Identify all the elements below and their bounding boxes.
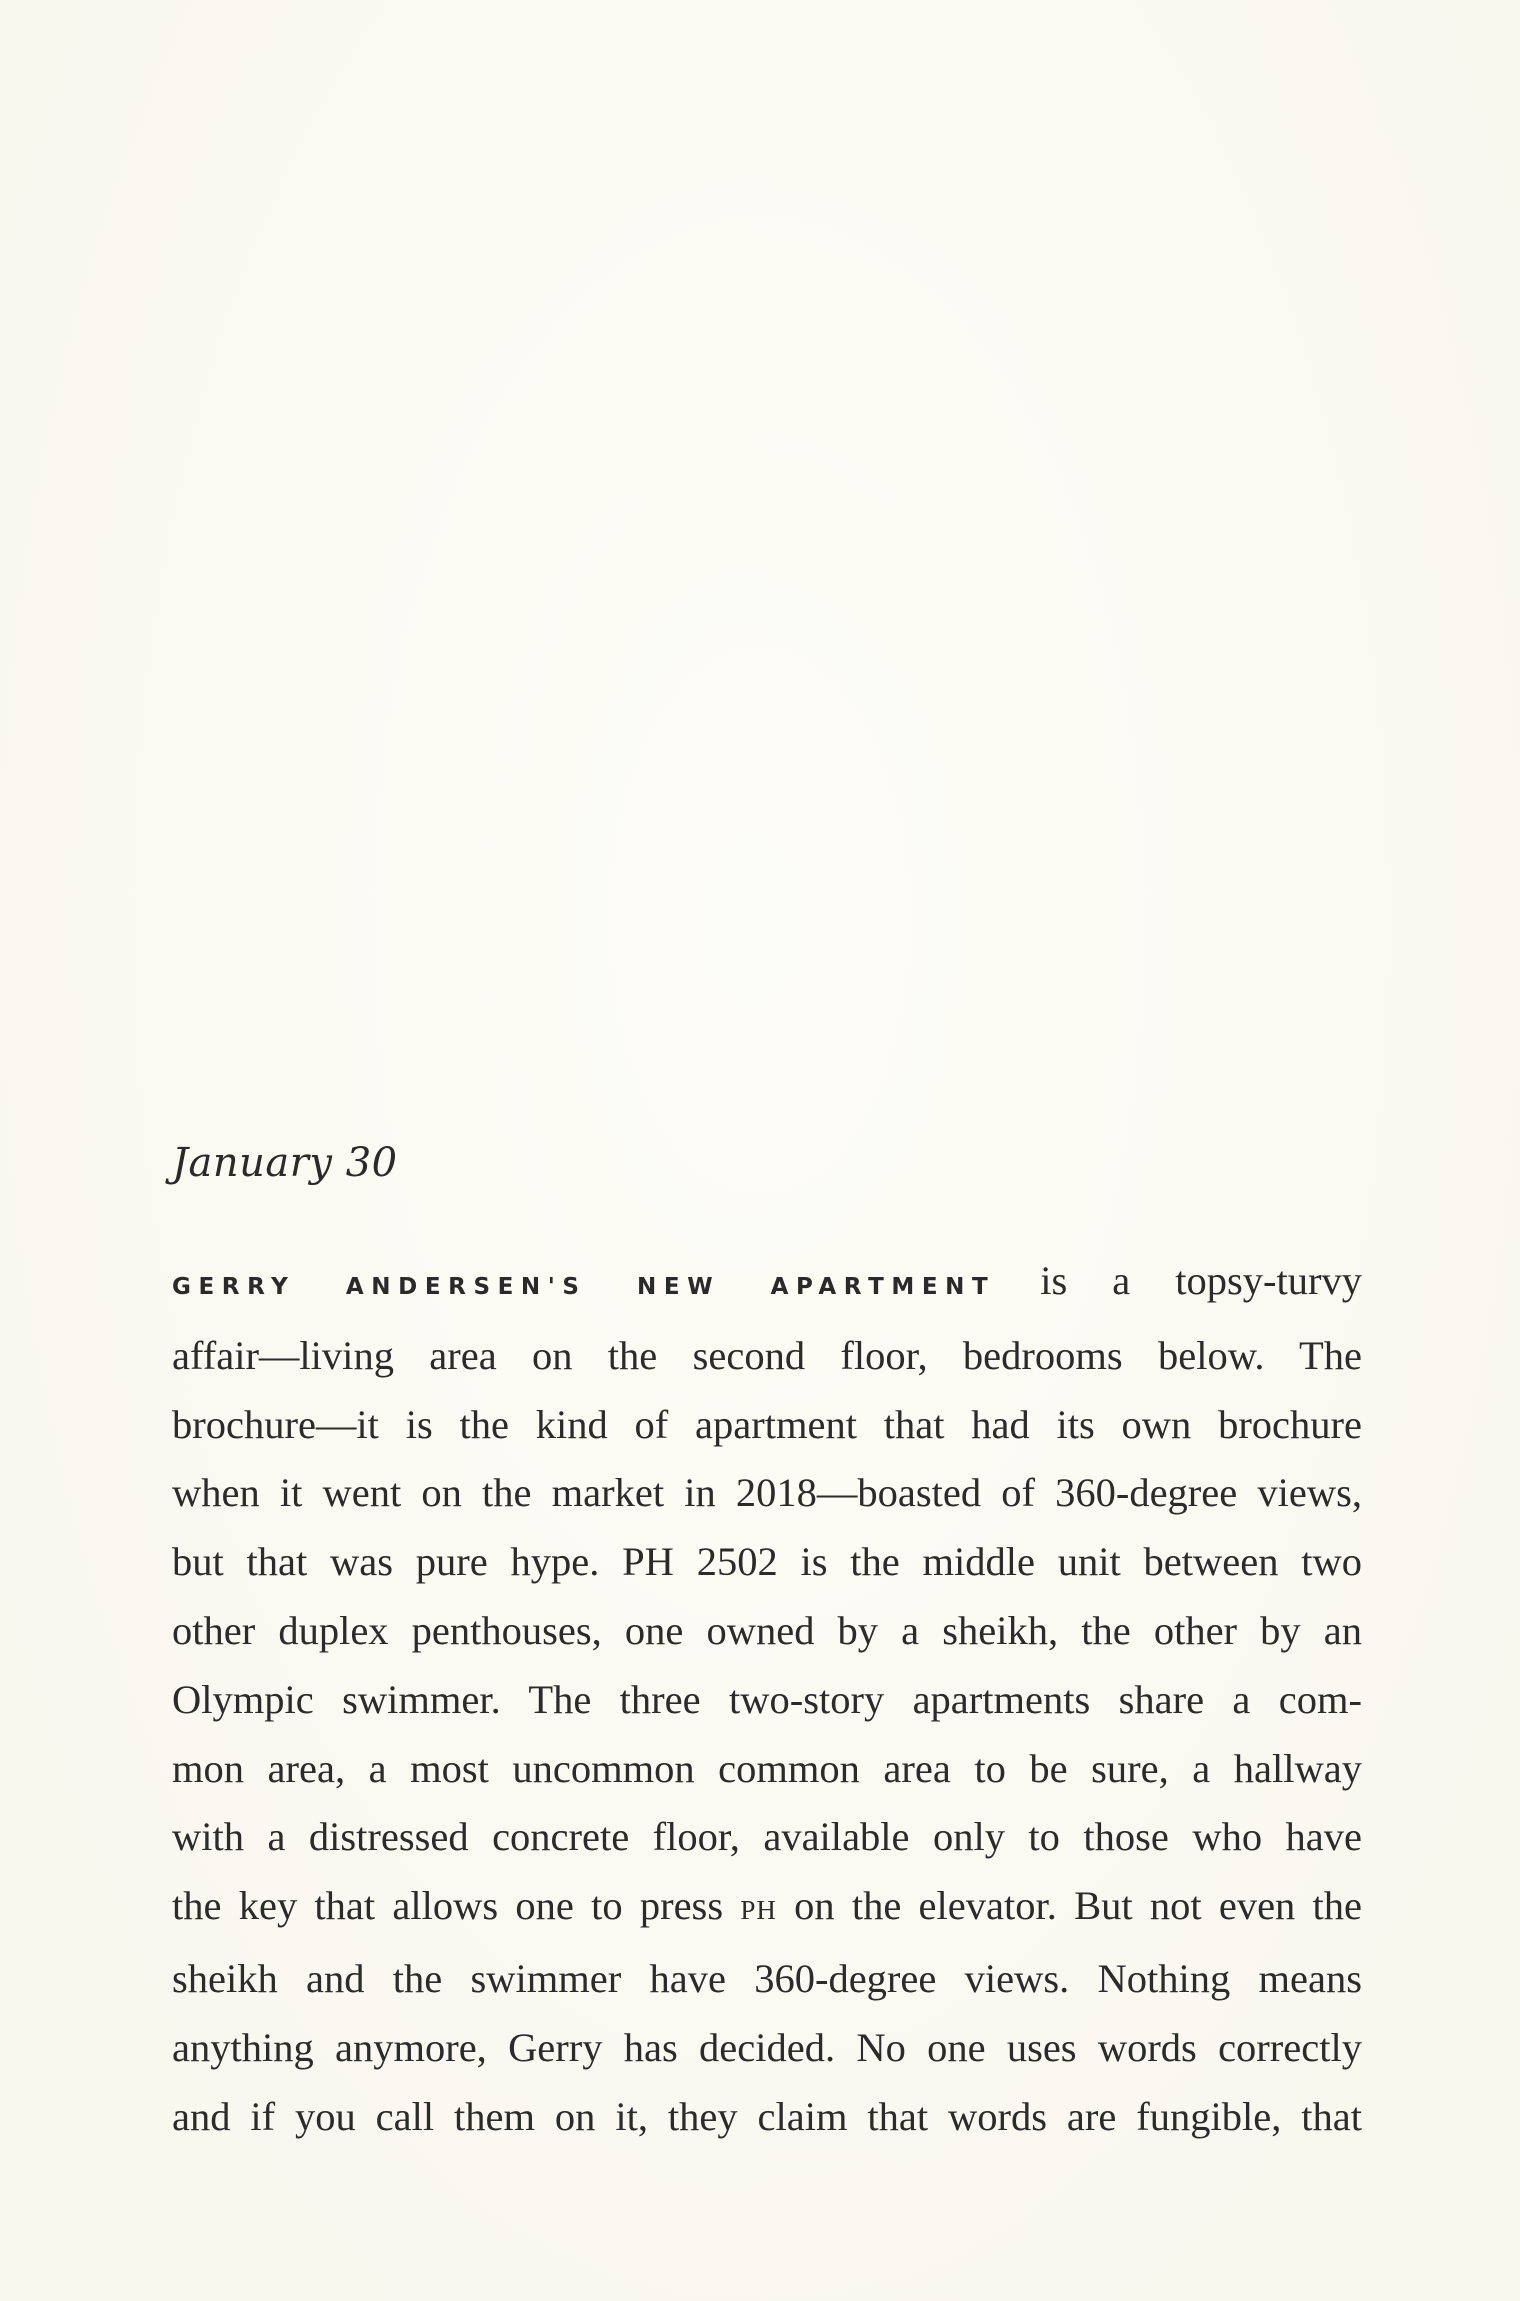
text-line-7: Olympic swimmer. The three two-story apartments share a com- — [172, 1676, 1362, 1722]
lead-in-small-caps: GERRY ANDERSEN'S NEW APARTMENT — [172, 1274, 996, 1300]
text-line-1-rest: is a topsy-turvy — [1040, 1258, 1362, 1303]
text-line-8: mon area, a most uncommon common area to be sure, a hallway — [172, 1745, 1362, 1791]
text-line-10 — [172, 1872, 1362, 1945]
text-line-2: affair—living area on the second floor, bedrooms below. The — [172, 1332, 1362, 1378]
text-line-10-part-a: the key that allows one to press — [172, 1883, 724, 1929]
text-line-11: sheikh and the swimmer have 360-degree views. Nothing means — [172, 1955, 1362, 2001]
text-line-9: with a distressed concrete floor, available only to those who have — [172, 1814, 1362, 1860]
text-line-1 — [172, 1247, 1362, 1322]
chapter-date-heading: January 30 — [172, 1140, 398, 1186]
ph-small-caps: PH — [740, 1895, 777, 1926]
body-paragraph — [172, 1247, 1362, 2151]
text-line-4: when it went on the market in 2018—boasted of 360-degree views, — [172, 1470, 1362, 1516]
text-line-3: brochure—it is the kind of apartment that had its own brochure — [172, 1401, 1362, 1447]
text-line-10-part-b: on the elevator. But not even the — [794, 1883, 1363, 1929]
text-line-13: and if you call them on it, they claim that words are fungible, that — [172, 2093, 1362, 2139]
text-line-6: other duplex penthouses, one owned by a sheikh, the other by an — [172, 1607, 1362, 1653]
text-line-5: but that was pure hype. PH 2502 is the middle unit between two — [172, 1539, 1362, 1585]
text-line-12: anything anymore, Gerry has decided. No one uses words correctly — [172, 2024, 1362, 2070]
